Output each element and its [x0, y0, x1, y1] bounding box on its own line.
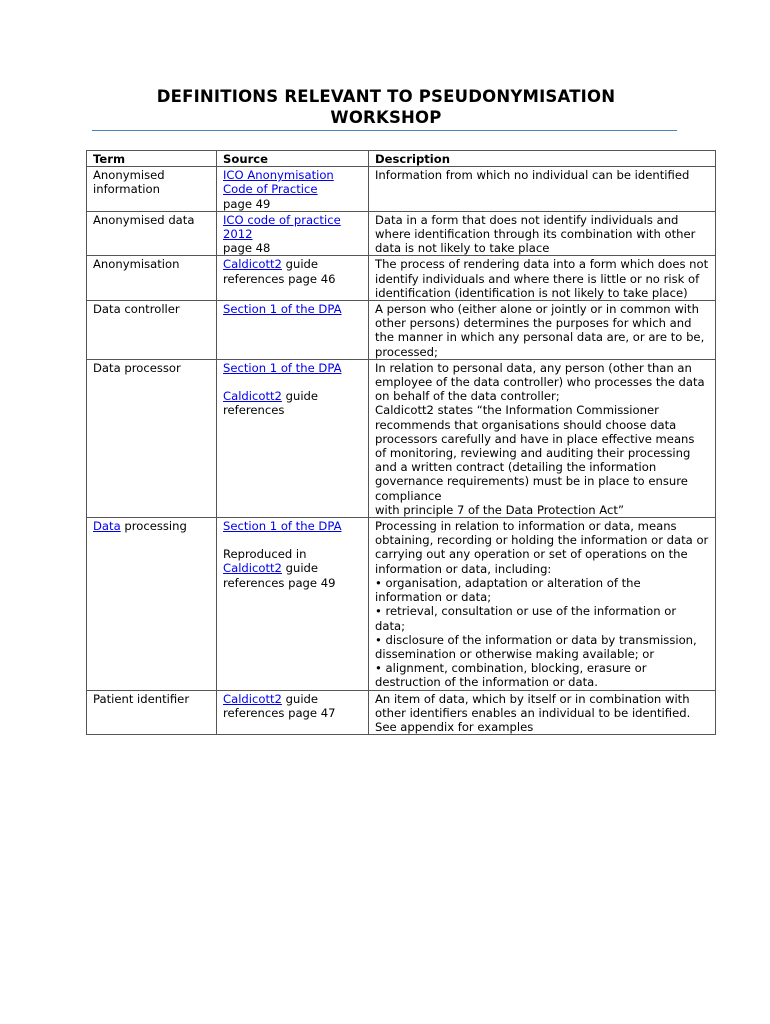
source-cell — [217, 301, 369, 360]
source-text: guide references page 47 — [223, 691, 336, 720]
source-text: guide references — [223, 389, 319, 418]
table-row — [87, 518, 716, 690]
source-link[interactable]: Section 1 of the DPA — [223, 519, 342, 534]
source-text-pre: Reproduced in — [223, 547, 307, 562]
source-link[interactable]: Section 1 of the DPA — [223, 360, 342, 375]
source-cell — [217, 167, 369, 212]
definitions-table — [86, 150, 716, 735]
bullet-item: • alignment, combination, blocking, erasure or destruction of the information or data. — [375, 661, 647, 690]
header-term: Term — [87, 151, 217, 167]
term-cell — [87, 518, 217, 690]
document-title — [86, 86, 686, 128]
bullet-item: • retrieval, consultation or use of the information or data; — [375, 604, 677, 633]
term-link[interactable]: Data — [93, 519, 121, 534]
source-cell — [217, 256, 369, 301]
description-part-3: with principle 7 of the Data Protection Act” — [375, 502, 624, 517]
table-row — [87, 359, 716, 517]
term-text: processing — [120, 519, 187, 534]
term-cell: Patient identifier — [87, 690, 217, 735]
header-description: Description — [369, 151, 716, 167]
term-cell: Anonymisation — [87, 256, 217, 301]
description-cell — [369, 359, 716, 517]
description-cell: Data in a form that does not identify individuals and where identification through its combination with other data is not likely to take place — [369, 211, 716, 256]
description-cell: A person who (either alone or jointly or in common with other persons) determines the purposes for which and the manner in which any personal data are, or are to be, processed; — [369, 301, 716, 360]
description-cell: Information from which no individual can be identified — [369, 167, 716, 212]
source-link[interactable]: Caldicott2 — [223, 257, 282, 272]
source-cell — [217, 690, 369, 735]
source-link[interactable]: Caldicott2 — [223, 691, 282, 706]
source-link[interactable]: ICO code of practice 2012 — [223, 212, 341, 242]
source-text: guide references page 46 — [223, 257, 336, 286]
title-divider — [92, 130, 677, 131]
source-text: guide references page 49 — [223, 561, 336, 590]
source-cell — [217, 359, 369, 517]
table-row — [87, 301, 716, 360]
source-cell — [217, 518, 369, 690]
term-cell: Data processor — [87, 359, 217, 517]
source-link-2[interactable]: Caldicott2 — [223, 561, 282, 576]
term-cell: Data controller — [87, 301, 217, 360]
description-part-1: In relation to personal data, any person (other than an employee of the data controller) who processes the data on behalf of the data controller; — [375, 360, 705, 404]
source-cell — [217, 211, 369, 256]
table-row — [87, 211, 716, 256]
source-page: page 49 — [223, 196, 271, 211]
description-part-2: Caldicott2 states “the Information Commissioner recommends that organisations should choose data processors carefully and have in place effective means of monitoring, reviewing and auditing their processing and a written contract (detailing the information governance requirements) must be in place to ensure compliance — [375, 403, 695, 503]
description-intro: Processing in relation to information or data, means obtaining, recording or holding the information or data or carrying out any operation or set of operations on the information or data, including: — [375, 519, 709, 576]
source-page: page 48 — [223, 241, 271, 256]
bullet-item: • organisation, adaptation or alteration of the information or data; — [375, 575, 641, 605]
description-cell — [369, 518, 716, 690]
table-header-row — [87, 151, 716, 167]
table-row — [87, 167, 716, 212]
source-link[interactable]: ICO Anonymisation Code of Practice — [223, 168, 334, 197]
title-line-2: WORKSHOP — [330, 108, 442, 127]
table-row — [87, 256, 716, 301]
term-cell: Anonymised data — [87, 211, 217, 256]
table-row — [87, 690, 716, 735]
header-source: Source — [217, 151, 369, 167]
title-line-1: DEFINITIONS RELEVANT TO PSEUDONYMISATION — [156, 87, 616, 106]
term-cell: Anonymised information — [87, 167, 217, 212]
source-link-2[interactable]: Caldicott2 — [223, 389, 282, 404]
description-cell: An item of data, which by itself or in combination with other identifiers enables an individual to be identified. See appendix for examples — [369, 690, 716, 735]
description-cell: The process of rendering data into a form which does not identify individuals and where there is little or no risk of identification (identification is not likely to take place) — [369, 256, 716, 301]
source-link[interactable]: Section 1 of the DPA — [223, 302, 342, 317]
bullet-item: • disclosure of the information or data by transmission, dissemination or otherwise making available; or — [375, 632, 697, 661]
